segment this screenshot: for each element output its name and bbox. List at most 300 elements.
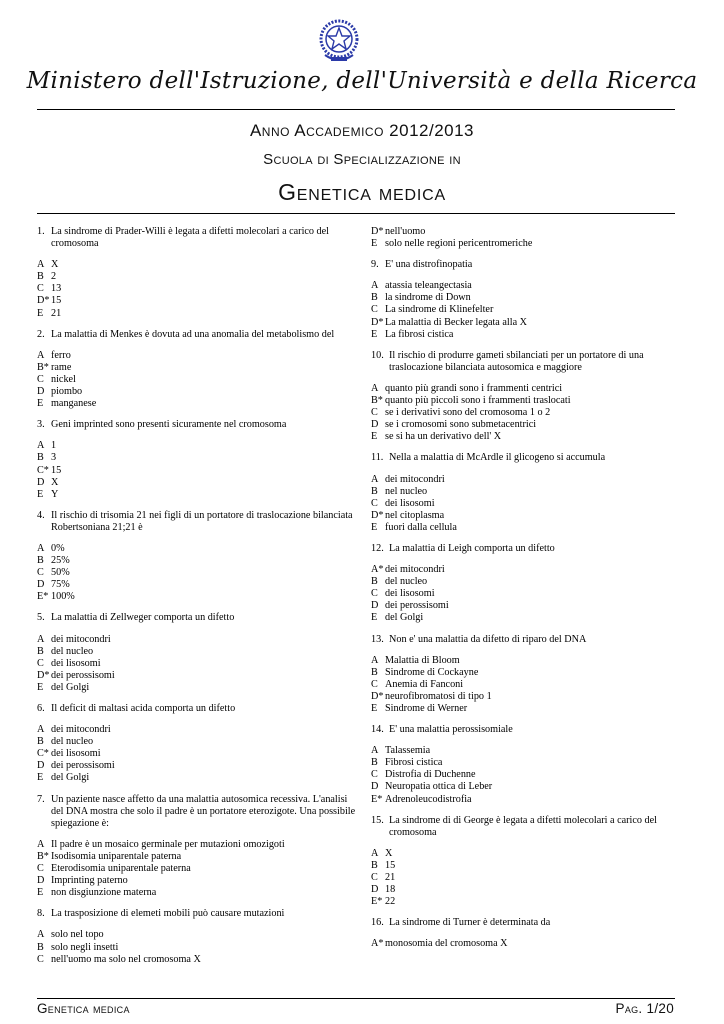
option-text: 15 (385, 859, 396, 871)
question-body: La malattia di Menkes è dovuta ad una anomalia del metabolismo del (51, 328, 335, 340)
question-body: Il rischio di produrre gameti sbilanciati per un portatore di una traslocazione bilanciata autosomica e maggiore (389, 349, 644, 373)
question-number: 7. (37, 793, 45, 805)
answer-option (37, 954, 357, 966)
answer-options (371, 226, 691, 250)
option-text: 50% (51, 567, 70, 579)
question-number: 14. (371, 724, 384, 736)
option-text: La fibrosi cistica (385, 328, 454, 340)
answer-option (371, 600, 691, 612)
answer-option (371, 872, 691, 884)
option-text: del Golgi (385, 612, 424, 624)
option-letter: A (37, 929, 45, 941)
answer-option (37, 634, 357, 646)
option-letter: A (371, 382, 379, 394)
question-text (37, 612, 357, 624)
answer-option (371, 431, 691, 443)
question-body: E' una distrofinopatia (385, 259, 473, 271)
option-letter: C (371, 872, 378, 884)
option-letter: D* (37, 295, 50, 307)
answer-options (371, 383, 691, 443)
option-letter: E (37, 488, 44, 500)
option-letter: C (371, 407, 378, 419)
question-item (371, 724, 691, 806)
option-text: dei lisosomi (385, 588, 435, 600)
answer-options (371, 938, 691, 950)
option-text: dei lisosomi (51, 657, 101, 669)
answer-options (371, 745, 691, 805)
option-letter: B* (37, 361, 49, 373)
option-text: nel citoplasma (385, 509, 445, 521)
option-text: monosomia del cromosoma X (385, 938, 508, 950)
option-text: del nucleo (51, 645, 94, 657)
option-text: X (385, 847, 393, 859)
question-number: 15. (371, 814, 384, 826)
answer-option (37, 875, 357, 887)
answer-option (37, 555, 357, 567)
option-text: 25% (51, 555, 70, 567)
option-text: quanto più piccoli sono i frammenti traslocati (385, 395, 571, 407)
question-number: 9. (371, 259, 379, 271)
option-letter: B (371, 666, 378, 678)
option-letter: D (371, 884, 379, 896)
answer-option (371, 745, 691, 757)
answer-option (371, 794, 691, 806)
option-text: se i cromosomi sono submetacentrici (385, 419, 537, 431)
answer-option (371, 419, 691, 431)
option-text: La malattia di Becker legata alla X (385, 316, 527, 328)
option-letter: C (37, 373, 44, 385)
question-number: 1. (37, 226, 45, 237)
option-text: dei perossisomi (51, 669, 115, 681)
option-text: 1 (51, 440, 57, 452)
option-letter: E* (371, 896, 383, 908)
option-letter: E (37, 887, 44, 899)
answer-option (37, 929, 357, 941)
question-body: Geni imprinted sono presenti sicuramente nel cromosoma (51, 419, 287, 431)
option-letter: B (37, 555, 44, 567)
option-letter: A (37, 838, 45, 850)
footer-course: Genetica medica (37, 1001, 130, 1016)
answer-options (37, 634, 357, 694)
option-text: piombo (51, 386, 83, 398)
option-letter: A (37, 633, 45, 645)
option-letter: E (371, 521, 378, 533)
question-body: La malattia di Leigh comporta un difetto (389, 542, 555, 554)
answer-options (37, 440, 357, 500)
answer-option (371, 757, 691, 769)
option-letter: E* (371, 793, 383, 805)
option-text: Distrofia di Duchenne (385, 769, 476, 781)
option-letter: C (371, 588, 378, 600)
option-letter: A (371, 745, 379, 757)
page-number: Pag. 1/20 (615, 1001, 674, 1016)
question-item (371, 350, 691, 444)
answer-option (371, 691, 691, 703)
option-letter: D* (371, 226, 384, 237)
title-rule (37, 213, 675, 214)
option-text: 18 (385, 884, 396, 896)
left-column (37, 226, 357, 975)
option-text: se si ha un derivativo dell' X (385, 431, 502, 443)
question-body: La trasposizione di elemeti mobili può causare mutazioni (51, 908, 285, 920)
option-text: 100% (51, 591, 75, 603)
answer-options (37, 259, 357, 319)
question-number: 5. (37, 612, 45, 624)
question-text (37, 329, 357, 341)
option-letter: B (371, 859, 378, 871)
option-letter: B* (371, 395, 383, 407)
question-body: La sindrome di Prader-Willi è legata a difetti molecolari a carico del cromosoma (51, 226, 330, 250)
option-letter: A (37, 259, 45, 271)
question-text (371, 724, 691, 736)
answer-option (371, 280, 691, 292)
answer-option (371, 226, 691, 238)
option-text: dei perossisomi (385, 600, 449, 612)
option-text: atassia teleangectasia (385, 280, 472, 292)
answer-options (37, 839, 357, 899)
option-letter: C (371, 678, 378, 690)
answer-option (37, 440, 357, 452)
answer-option (371, 896, 691, 908)
question-text (37, 226, 357, 250)
answer-option (371, 848, 691, 860)
option-text: Sindrome di Cockayne (385, 666, 479, 678)
option-letter: C* (37, 748, 49, 760)
option-text: solo negli insetti (51, 941, 119, 953)
question-item (371, 634, 691, 716)
answer-option (37, 567, 357, 579)
answer-option (37, 591, 357, 603)
answer-options (37, 929, 357, 965)
question-text (371, 815, 691, 839)
option-text: Il padre è un mosaico germinale per mutazioni omozigoti (51, 838, 285, 850)
option-text: Talassemia (385, 745, 431, 757)
option-letter: B (37, 736, 44, 748)
option-text: dei mitocondri (385, 473, 445, 485)
option-text: non disgiunzione materna (51, 887, 157, 899)
question-body: E' una malattia perossisomiale (389, 724, 513, 736)
question-text (37, 794, 357, 830)
option-letter: B (371, 292, 378, 304)
question-number: 16. (371, 917, 384, 929)
answer-option (37, 374, 357, 386)
answer-option (371, 679, 691, 691)
question-number: 3. (37, 419, 45, 431)
option-letter: C (37, 657, 44, 669)
option-text: Y (51, 488, 59, 500)
question-item (371, 259, 691, 341)
option-letter: A (371, 473, 379, 485)
answer-option (37, 736, 357, 748)
question-text (371, 350, 691, 374)
answer-option (37, 543, 357, 555)
course-title: Genetica medica (278, 179, 446, 205)
option-text: neurofibromatosi di tipo 1 (385, 690, 492, 702)
question-body: Il rischio di trisomia 21 nei figli di un portatore di traslocazione bilanciata Robertsoniana 21;21 è (51, 509, 353, 533)
option-letter: E (37, 307, 44, 319)
question-number: 11. (371, 452, 384, 464)
header-rule (37, 109, 675, 110)
question-text (371, 259, 691, 271)
answer-option (371, 510, 691, 522)
answer-option (37, 748, 357, 760)
option-letter: B (37, 452, 44, 464)
option-text: nickel (51, 373, 76, 385)
option-letter: D* (371, 690, 384, 702)
option-letter: C (37, 283, 44, 295)
option-text: se i derivativi sono del cromosoma 1 o 2 (385, 407, 551, 419)
option-letter: D (37, 875, 45, 887)
answer-option (37, 489, 357, 501)
option-letter: B (371, 757, 378, 769)
option-text: dei mitocondri (51, 633, 111, 645)
option-letter: C (371, 497, 378, 509)
answer-option (37, 465, 357, 477)
option-letter: D (371, 419, 379, 431)
option-text: 15 (51, 295, 62, 307)
answer-options (37, 543, 357, 603)
option-letter: C (37, 953, 44, 965)
option-text: fuori dalla cellula (385, 521, 457, 533)
question-item (37, 510, 357, 604)
option-letter: E (37, 681, 44, 693)
option-letter: D* (371, 509, 384, 521)
option-text: quanto più grandi sono i frammenti centrici (385, 382, 563, 394)
question-number: 4. (37, 509, 45, 521)
answer-option (37, 724, 357, 736)
option-text: X (51, 476, 59, 488)
option-text: nell'uomo (385, 226, 426, 237)
question-item (37, 226, 357, 320)
answer-option (37, 362, 357, 374)
answer-option (37, 452, 357, 464)
option-letter: E (37, 398, 44, 410)
answer-option (371, 884, 691, 896)
answer-option (37, 851, 357, 863)
question-text (37, 908, 357, 920)
option-text: nel nucleo (385, 485, 428, 497)
option-text: dei mitocondri (51, 724, 111, 736)
option-letter: A (371, 654, 379, 666)
option-text: 3 (51, 452, 57, 464)
option-text: 0% (51, 542, 65, 554)
question-number: 12. (371, 542, 384, 554)
answer-option (371, 667, 691, 679)
answer-option (37, 646, 357, 658)
option-letter: C (37, 567, 44, 579)
answer-option (37, 271, 357, 283)
option-letter: B (37, 941, 44, 953)
answer-option (371, 292, 691, 304)
option-text: solo nel topo (51, 929, 104, 941)
option-letter: A* (371, 564, 384, 576)
option-letter: E (371, 612, 378, 624)
answer-option (371, 383, 691, 395)
question-body: Un paziente nasce affetto da una malattia autosomica recessiva. L'analisi del DNA mostra che solo il padre è un portatore eterozigote. Una possibile spiegazione è: (51, 793, 356, 829)
question-item (371, 226, 691, 250)
option-text: la sindrome di Down (385, 292, 471, 304)
answer-option (371, 781, 691, 793)
answer-option (371, 317, 691, 329)
question-body: Il deficit di maltasi acida comporta un difetto (51, 703, 236, 714)
answer-option (37, 863, 357, 875)
option-text: del Golgi (51, 681, 90, 693)
answer-option (371, 703, 691, 715)
question-number: 8. (37, 908, 45, 920)
option-text: 75% (51, 579, 70, 591)
option-text: ferro (51, 349, 71, 361)
option-text: Imprinting paterno (51, 875, 128, 887)
option-text: del nucleo (385, 576, 428, 588)
option-letter: D* (37, 669, 50, 681)
answer-option (371, 576, 691, 588)
answer-option (37, 682, 357, 694)
option-letter: A (37, 724, 45, 736)
answer-option (37, 579, 357, 591)
option-letter: C (371, 769, 378, 781)
option-text: Neuropatia ottica di Leber (385, 781, 493, 793)
option-letter: D (37, 386, 45, 398)
answer-option (37, 398, 357, 410)
option-text: Fibrosi cistica (385, 757, 443, 769)
question-item (37, 419, 357, 501)
question-body: Nella a malattia di McArdle il glicogeno si accumula (389, 452, 606, 464)
answer-option (371, 588, 691, 600)
option-text: Sindrome di Werner (385, 703, 468, 714)
answer-option (37, 295, 357, 307)
option-text: 15 (51, 464, 62, 476)
answer-option (37, 887, 357, 899)
option-text: Adrenoleucodistrofia (385, 793, 472, 805)
option-text: dei lisosomi (385, 497, 435, 509)
option-letter: B (37, 645, 44, 657)
answer-options (37, 350, 357, 410)
option-text: dei mitocondri (385, 564, 445, 576)
option-text: 21 (51, 307, 62, 319)
option-text: del nucleo (51, 736, 94, 748)
option-letter: A (37, 542, 45, 554)
question-text (37, 703, 357, 715)
option-letter: A (371, 847, 379, 859)
option-letter: C (37, 863, 44, 875)
option-text: X (51, 259, 59, 271)
answer-option (37, 308, 357, 320)
option-letter: E (371, 238, 378, 250)
answer-options (371, 564, 691, 624)
question-text (37, 510, 357, 534)
question-body: La malattia di Zellweger comporta un difetto (51, 612, 235, 624)
option-text: Anemia di Fanconi (385, 678, 464, 690)
question-item (37, 612, 357, 694)
question-item (37, 329, 357, 411)
option-letter: B (371, 576, 378, 588)
question-text (371, 634, 691, 646)
option-text: nell'uomo ma solo nel cromosoma X (51, 953, 201, 965)
option-letter: D* (371, 316, 384, 328)
option-letter: D (371, 781, 379, 793)
option-letter: E (371, 703, 378, 714)
ministry-title: Ministero dell'Istruzione, dell'Università e della Ricerca (26, 68, 698, 94)
option-text: 22 (385, 896, 396, 908)
option-letter: C (371, 304, 378, 316)
option-text: Eterodisomia uniparentale paterna (51, 863, 191, 875)
question-item (37, 703, 357, 785)
question-text (37, 419, 357, 431)
answer-option (371, 407, 691, 419)
option-letter: A (37, 440, 45, 452)
school-name: Scuola di Specializzazione in (263, 151, 461, 168)
question-number: 10. (371, 349, 384, 361)
option-letter: A (37, 349, 45, 361)
option-letter: E (371, 431, 378, 443)
question-item (371, 815, 691, 909)
option-letter: A (371, 280, 379, 292)
option-letter: D (371, 600, 379, 612)
option-text: dei perossisomi (51, 760, 115, 772)
answer-option (371, 329, 691, 341)
answer-options (371, 280, 691, 340)
question-number: 13. (371, 633, 384, 645)
question-body: Non e' una malattia da difetto di riparo del DNA (389, 633, 587, 645)
option-letter: B (37, 271, 44, 283)
option-text: La sindrome di Klinefelter (385, 304, 494, 316)
answer-option (37, 283, 357, 295)
option-text: 2 (51, 271, 57, 283)
answer-option (371, 564, 691, 576)
question-text (371, 917, 691, 929)
question-number: 2. (37, 328, 45, 340)
option-letter: B* (37, 850, 49, 862)
option-letter: C* (37, 464, 49, 476)
answer-option (371, 304, 691, 316)
option-text: Malattia di Bloom (385, 654, 460, 666)
option-text: dei lisosomi (51, 748, 101, 760)
option-text: del Golgi (51, 772, 90, 784)
answer-option (371, 522, 691, 534)
answer-option (37, 772, 357, 784)
question-item (371, 917, 691, 950)
answer-option (37, 839, 357, 851)
option-letter: E (371, 328, 378, 340)
answer-option (371, 612, 691, 624)
answer-options (371, 655, 691, 715)
answer-option (37, 350, 357, 362)
answer-option (37, 259, 357, 271)
answer-option (37, 942, 357, 954)
option-text: Isodisomia uniparentale paterna (51, 850, 182, 862)
answer-options (371, 848, 691, 908)
question-item (37, 794, 357, 900)
answer-option (37, 760, 357, 772)
option-letter: D (37, 476, 45, 488)
answer-option (371, 860, 691, 872)
answer-option (371, 769, 691, 781)
option-text: solo nelle regioni pericentromeriche (385, 238, 533, 250)
answer-options (371, 474, 691, 534)
question-item (37, 908, 357, 965)
question-item (371, 543, 691, 625)
answer-option (371, 486, 691, 498)
question-body: La sindrome di Turner è determinata da (389, 917, 551, 929)
question-item (371, 452, 691, 534)
answer-option (37, 658, 357, 670)
option-text: rame (51, 361, 72, 373)
option-letter: E* (37, 591, 49, 603)
option-letter: D (37, 760, 45, 772)
republic-emblem-icon (317, 17, 361, 65)
answer-option (37, 386, 357, 398)
answer-option (371, 238, 691, 250)
